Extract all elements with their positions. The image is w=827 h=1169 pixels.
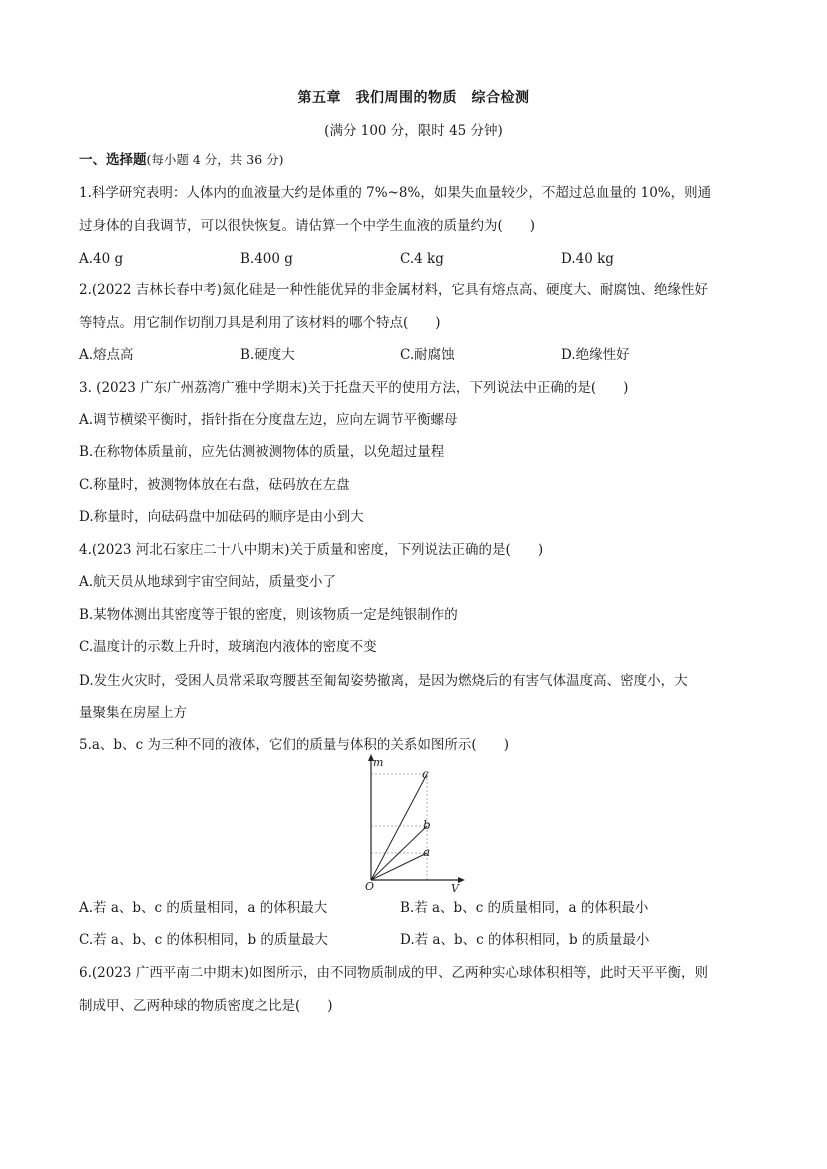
q2-option-b: B.硬度大	[240, 347, 295, 363]
section-heading	[79, 151, 284, 169]
x-axis-label: V	[451, 882, 459, 894]
line-b-label: b	[423, 818, 431, 832]
q6-line-1: 6.(2023 广西平南二中期末)如图所示，由不同物质制成的甲、乙两种实心球体积相等，此时天平平衡，则	[79, 965, 709, 981]
q3-option-b: B.在称物体质量前，应先估测被测物体的质量，以免超过量程	[79, 444, 445, 460]
line-c-label: c	[422, 767, 429, 781]
q3-line-1: 3. (2023 广东广州荔湾广雅中学期末)关于托盘天平的使用方法，下列说法中正确的是( )	[79, 380, 629, 396]
line-c	[371, 774, 427, 880]
q1-option-b: B.400 g	[240, 251, 293, 267]
page-title: 第五章 我们周围的物质 综合检测	[297, 90, 530, 106]
x-axis-arrow	[458, 877, 465, 883]
q3-option-c: C.称量时，被测物体放在右盘，砝码放在左盘	[79, 477, 350, 493]
y-axis-label: m	[373, 756, 384, 769]
q2-option-d: D.绝缘性好	[561, 347, 630, 363]
q2-option-a: A.熔点高	[79, 347, 134, 363]
q3-option-a: A.调节横梁平衡时，指针指在分度盘左边，应向左调节平衡螺母	[79, 412, 458, 428]
q1-line-1: 1.科学研究表明：人体内的血液量大约是体重的 7%~8%，如果失血量较少，不超过总血量的 10%，则通	[79, 185, 712, 201]
q6-line-2: 制成甲、乙两种球的物质密度之比是( )	[79, 998, 333, 1014]
q4-option-b: B.某物体测出其密度等于银的密度，则该物质一定是纯银制作的	[79, 607, 458, 623]
q5-option-b: B.若 a、b、c 的质量相同，a 的体积最小	[400, 900, 649, 916]
line-a	[371, 853, 427, 880]
line-a-label: a	[423, 845, 431, 859]
q5-line-1: 5.a、b、c 为三种不同的液体，它们的质量与体积的关系如图所示( )	[79, 737, 509, 753]
section-title: 一、选择题	[79, 152, 147, 168]
q3-option-d: D.称量时，向砝码盘中加砝码的顺序是由小到大	[79, 509, 364, 525]
page-subtitle: (满分 100 分，限时 45 分钟)	[324, 123, 503, 139]
q4-option-d-line-2: 量聚集在房屋上方	[79, 705, 187, 721]
mass-volume-graph	[355, 752, 470, 894]
q4-option-d-line-1: D.发生火灾时，受困人员常采取弯腰甚至匍匐姿势撤离，是因为燃烧后的有害气体温度高、密度小，大	[79, 673, 688, 689]
section-note: (每小题 4 分，共 36 分)	[146, 152, 284, 167]
q2-line-2: 等特点。用它制作切削刀具是利用了该材料的哪个特点( )	[79, 315, 441, 331]
q4-option-c: C.温度计的示数上升时，玻璃泡内液体的密度不变	[79, 639, 377, 655]
q4-option-a: A.航天员从地球到宇宙空间站，质量变小了	[79, 574, 337, 590]
q1-line-2: 过身体的自我调节，可以很快恢复。请估算一个中学生血液的质量约为( )	[79, 218, 536, 234]
q2-line-1: 2.(2022 吉林长春中考)氮化硅是一种性能优异的非金属材料，它具有熔点高、硬度大、耐腐蚀、绝缘性好	[79, 282, 709, 298]
q1-option-a: A.40 g	[79, 251, 124, 267]
q2-option-c: C.耐腐蚀	[400, 347, 455, 363]
q1-option-c: C.4 kg	[400, 251, 444, 267]
q5-option-d: D.若 a、b、c 的体积相同，b 的质量最小	[400, 932, 650, 948]
q1-option-d: D.40 kg	[561, 251, 614, 267]
q4-line-1: 4.(2023 河北石家庄二十八中期末)关于质量和密度，下列说法正确的是( )	[79, 542, 544, 558]
q5-option-a: A.若 a、b、c 的质量相同，a 的体积最大	[79, 900, 328, 916]
q5-option-c: C.若 a、b、c 的体积相同，b 的质量最大	[79, 932, 328, 948]
origin-label: O	[365, 880, 375, 893]
